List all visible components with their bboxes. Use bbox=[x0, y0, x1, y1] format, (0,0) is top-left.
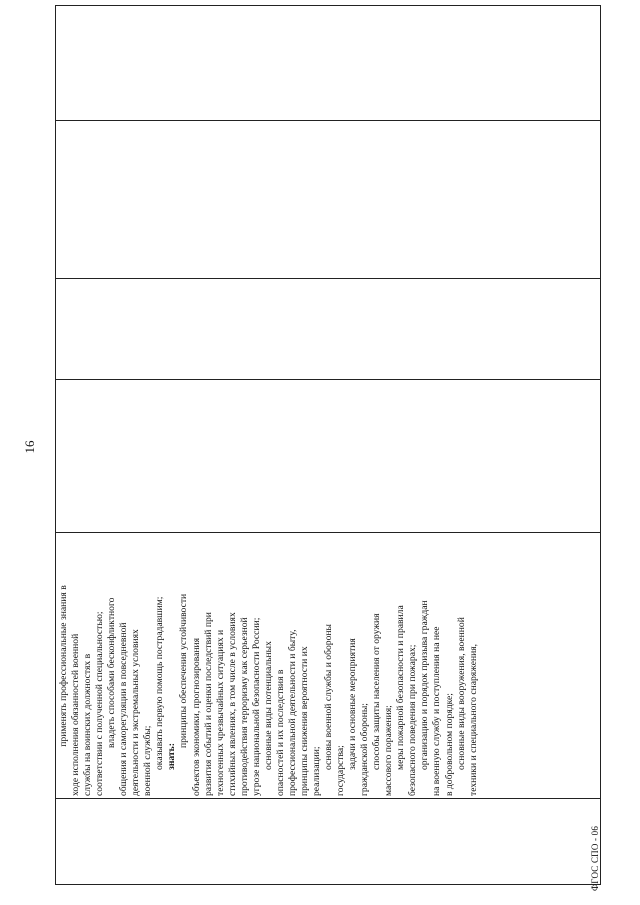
know-line: опасностей и их последствия в bbox=[274, 669, 286, 796]
know-line: развития событий и оценки последствий при bbox=[202, 612, 214, 796]
know-line: основы военной службы и обороны bbox=[323, 624, 335, 770]
skill-line: применять профессиональные знания в bbox=[58, 585, 69, 747]
column-divider bbox=[56, 120, 600, 121]
skill-line: военной службы; bbox=[142, 725, 154, 796]
know-line: способы защиты населения от оружия bbox=[371, 613, 383, 770]
know-line: противодействия терроризму как серьезной bbox=[238, 617, 250, 796]
know-line: гражданской обороны; bbox=[359, 703, 371, 796]
skill-line: общения и саморегуляции в повседневной bbox=[118, 622, 130, 796]
standards-table bbox=[55, 5, 601, 885]
know-line: задачи и основные мероприятия bbox=[347, 638, 359, 770]
column-divider bbox=[56, 798, 600, 799]
know-line: на военную службу и поступления на нее bbox=[431, 626, 443, 796]
know-line: угрозе национальной безопасности России; bbox=[250, 617, 262, 796]
know-line: массового поражения; bbox=[383, 705, 395, 796]
know-line: принципы обеспечения устойчивости bbox=[178, 593, 190, 748]
know-line: техники и специального снаряжения, bbox=[467, 643, 479, 796]
skill-line: владеть способами бесконфликтного bbox=[106, 597, 118, 748]
column-divider bbox=[56, 532, 600, 533]
know-line: основные виды потенциальных bbox=[262, 641, 274, 770]
know-label: знать: bbox=[166, 743, 178, 770]
know-line: основные виды вооружения, военной bbox=[455, 617, 467, 770]
know-line: безопасного поведения при пожарах; bbox=[407, 644, 419, 796]
know-line: реализации; bbox=[310, 746, 322, 796]
know-line: в добровольном порядке; bbox=[443, 693, 455, 796]
know-line: стихийных явлениях, в том числе в условиях bbox=[226, 612, 238, 796]
know-line: профессиональной деятельности и быту, bbox=[286, 629, 298, 796]
know-line: объектов экономики, прогнозирования bbox=[190, 637, 202, 796]
skill-line: службы на воинских должностях в bbox=[82, 653, 94, 796]
competency-requirements-cell bbox=[58, 536, 598, 796]
know-line: организацию и порядок призыва граждан bbox=[419, 600, 431, 770]
know-line: техногенных чрезвычайных ситуациях и bbox=[214, 629, 226, 796]
know-line: государства; bbox=[335, 745, 347, 796]
column-divider bbox=[56, 379, 600, 380]
skill-line: соответствии с полученной специальностью; bbox=[94, 611, 106, 796]
skill-line: ходе исполнения обязанностей военной bbox=[70, 633, 82, 796]
page-number: 16 bbox=[22, 440, 37, 454]
skill-line: деятельности и экстремальных условиях bbox=[130, 629, 142, 796]
know-line: меры пожарной безопасности и правила bbox=[395, 605, 407, 770]
skill-line: оказывать первую помощь пострадавшим; bbox=[154, 596, 166, 770]
footer-code: ФГОС СПО - 06 bbox=[590, 825, 600, 891]
column-divider bbox=[56, 278, 600, 279]
know-line: принципы снижения вероятности их bbox=[298, 646, 310, 796]
